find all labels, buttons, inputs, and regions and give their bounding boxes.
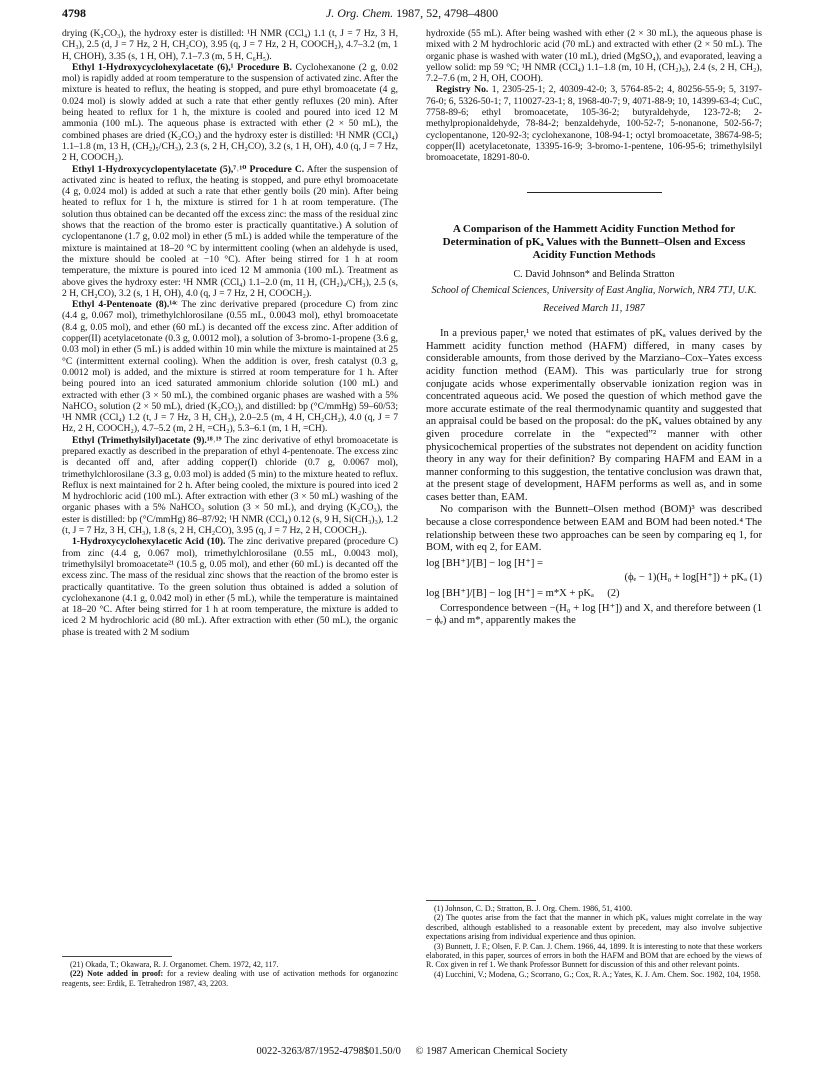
- equation-rhs-text: (ϕₑ − 1)(H₀ + log[H⁺]) + pKₐ: [624, 571, 747, 583]
- compound-heading: Ethyl (Trimethylsilyl)acetate (9).¹⁸˒¹⁹: [72, 434, 222, 446]
- footnote-rule: [62, 956, 172, 957]
- paragraph: [62, 435, 398, 537]
- footnote: (3) Bunnett, J. F.; Olsen, F. P. Can. J. Chem. 1966, 44, 1899. It is interesting to note that these workers elaborated, in this paper, sources of errors in both the HAFM and BOM that are echoed by the views of R. Cox given in ref 1. We thank Professor Bunnett for discussion of this and other relevant points.: [426, 941, 762, 970]
- running-header: [62, 6, 762, 22]
- received-date: Received March 11, 1987: [543, 302, 645, 314]
- copyright: © 1987 American Chemical Society: [415, 1046, 568, 1057]
- compound-heading: Ethyl 1-Hydroxycyclopentylacetate (5),⁷˒¹⁰ Procedure C.: [72, 163, 305, 175]
- page-footer: [62, 1046, 762, 1057]
- footnote: (1) Johnson, C. D.; Stratton, B. J. Org. Chem. 1986, 51, 4100.: [434, 904, 633, 913]
- journal-name: J. Org. Chem.: [325, 6, 394, 20]
- article-authors: C. David Johnson* and Belinda Stratton: [513, 268, 675, 280]
- right-footnotes: [426, 900, 762, 979]
- paragraph: In a previous paper,¹ we noted that estimates of pKₐ values derived by the Hammett acidity function method (HAFM) differed, in many cases by considerable amounts, from those derived by the Marziano–Cox–Yates excess acidity function method (EAM). This was particularly true for strong conjugate acids whose experimentally observable ionization region was in concentrated aqueous acid. We posed the question of which method gave the more accurate estimate of the real thermodynamic quantity and suggested that an appraisal could be based on the proposal: do the pKₐ values obtained by any given procedure correlate in the “expected”² manner with other physicochemical properties of the substrates not dependent on acidity function theory in any way for their definition? By comparing HAFM and EAM in a manner conforming to this suggestion, the tentative conclusion was drawn that, at the present stage of development, HAFM performs as well as, and in some cases better than, EAM.: [426, 328, 762, 503]
- paragraph: Correspondence between −(H₀ + log [H⁺]) and X, and therefore between (1 − ϕₑ) and m*, apparently makes the: [426, 602, 762, 627]
- equation-number: (1): [749, 571, 762, 583]
- registry-paragraph: [426, 84, 762, 163]
- article-body: [426, 328, 762, 628]
- paragraph: [62, 164, 398, 300]
- footnote: (2) The quotes arise from the fact that the manner in which pKₐ values might correlate in the way described, although established to a reasonable extent by precedent, may also involve subjective expectations arising from individual experience and thus opinion.: [426, 913, 762, 942]
- registry-heading: Registry No.: [436, 84, 489, 96]
- paragraph-body: After the suspension of activated zinc is heated to reflux, the heating is stopped, and pure ethyl bromoacetate (4 g, 0.024 mol) is added at such a rate that ether gently boils (20 min). After being heated to reflux for 1 h, the mixture is stirred for 1 h at room temperature. (The solution thus obtained can be decanted off the excess zinc: the mass of the residual zinc shows that the reaction of the bromo ester is practically quantitative.) A solution of cyclopentanone (1.7 g, 0.02 mol) in ether (5 mL) is added while the temperature of the mixture is maintained at 18–20 °C by intermittent cooling (when an aldehyde is used, the mixture should be cooled at −10 °C). After being stirred for 1 h at room temperature, the mixture is poured into iced 12 M ammonia (100 mL). Treatment as above gives the hydroxy ester: ¹H NMR (CCl₄) 1.1–2.0 (m, 11 H, (CH₂)₄/CH₃), 2.5 (s, 2 H, CH₂CO), 3.2 (s, 1 H, OH), 4.0 (q, J = 7 Hz, 2 H, COOCH₂).: [62, 163, 398, 299]
- left-footnotes: [62, 956, 398, 988]
- equation-text: log [BH⁺]/[B] − log [H⁺] = m*X + pKₐ: [426, 587, 594, 599]
- equation-lhs: log [BH⁺]/[B] − log [H⁺] =: [426, 557, 543, 569]
- footnote-rule: [426, 900, 536, 901]
- article-affiliation: School of Chemical Sciences, University of East Anglia, Norwich, NR4 7TJ, U.K.: [431, 284, 757, 296]
- paragraph-body: The zinc derivative prepared (procedure C) from zinc (4.4 g, 0.067 mol), trimethylchlorosilane (0.55 mL, 0.0043 mol), ethyl bromoacetate (8.4 g, 0.05 mol), and ether (60 mL) is decanted off the excess zinc. After addition of copper(II) acetylacetonate (0.3 g, 0.0012 mol), a solution of 3-bromo-1-propene (3.6 g, 0.03 mol) in ether (5 mL) is added within 10 min while the mixture is maintained at 25 °C (intermittent external cooling). When the addition is over, fresh catalyst (0.3 g, 0.0012 mol) is added, and the mixture is stirred at room temperature for 1 h. After being poured into an iced saturated ammonium chloride solution (100 mL) and extracted with ether (3 × 50 mL), the combined organic phases are washed with a 5% NaHCO₃ solution (2 × 50 mL), dried (K₂CO₃), and distilled: bp (°C/mmHg) 59–60/53; ¹H NMR (CCl₄) 1.2 (t, J = 7 Hz, 3 H, CH₃), 2.0–2.5 (m, 4 H, CH₂CH₂), 4.0 (q, J = 7 Hz, 2 H, COOCH₂), 4.7–5.2 (m, 2 H, =CH₂), 5.3–6.1 (m, 1 H, =CH).: [62, 299, 399, 435]
- paragraph-body: The zinc derivative prepared (procedure C) from zinc (4.4 g, 0.067 mol), trimethylchlorosilane (0.55 mL, 0.0043 mol), trimethylsilyl bromoacetate²¹ (10.5 g, 0.05 mol), and ether (60 mL) is decanted off the excess zinc. The mass of the residual zinc shows that the reaction of the bromo ester is practically quantitative. To the green solution thus obtained is added a solution of cyclohexanone (4.1 g, 0.042 mol) in ether (5 mL), while the temperature is maintained at 18–20 °C. After being stirred for 1 h at room temperature, the mixture is added to iced 2 M hydrochloric acid (80 mL). After extraction with ether (50 mL), the organic phase is treated with 2 M sodium: [62, 536, 398, 638]
- paragraph: [62, 536, 398, 638]
- paragraph: [62, 62, 398, 164]
- paragraph: [62, 299, 398, 435]
- paragraph-body: Cyclohexanone (2 g, 0.02 mol) is rapidly added at room temperature to the suspension of activated zinc. After the mixture is heated to reflux, the heating is stopped, and pure ethyl bromoacetate (4 g, 0.024 mol) is slowly added at such a rate that ether gently refluxes (20 min). After being heated to reflux for 1 h, the mixture is cooled and poured into iced 12 M ammonia (100 mL). The aqueous phase is extracted with ether (2 × 50 mL), the combined phases are dried (K₂CO₃) and the hydroxy ester is distilled: ¹H NMR (CCl₄) 1.1–1.8 (m, 13 H, (CH₂)₅/CH₃), 2.3 (s, 2 H, CH₂CO), 3.2 (s, 1 H, OH), 4.0 (q, J = 7 Hz, 2 H, COOCH₂).: [62, 61, 398, 164]
- equation-2: [426, 587, 762, 601]
- article-title: A Comparison of the Hammett Acidity Function Method for Determination of pKₐ Values with the Bunnett–Olsen and Excess Acidity Function Methods: [442, 222, 746, 261]
- page-number: 4798: [62, 6, 86, 20]
- article-separator: [527, 192, 662, 193]
- paragraph-body: The zinc derivative of ethyl bromoacetate is prepared exactly as described in the preparation of ethyl 4-pentenoate. The excess zinc is decanted off and, after adding copper(I) chloride (0.7 g, 0.0067 mol), trimethylchlorosilane (3.3 g, 0.03 mol) is added (5 min) to the mixture heated to reflux. Reflux is next maintained for 2 h. After being cooled, the mixture is poured into iced 2 M hydrochloric acid (100 mL). After extraction with ether (3 × 50 mL) washing of the organic phases with a 5% NaHCO₃ solution (3 × 50 mL), and drying (K₂CO₃), the ester is distilled: bp (°C/mmHg) 86–87/92; ¹H NMR (CCl₄) 0.12 (s, 9 H, Si(CH₃)₃), 1.2 (t, J = 7 Hz, 3 H, CH₃), 1.8 (s, 2 H, CH₂CO), 3.95 (q, J = 7 Hz, 2 H, COOCH₂).: [62, 434, 398, 537]
- footnote: [62, 969, 398, 988]
- footnote-note-label: (22) Note added in proof:: [70, 969, 164, 979]
- footnote: (4) Lucchini, V.; Modena, G.; Scorrano, G.; Cox, R. A.; Yates, K. J. Am. Chem. Soc. 1982, 104, 1958.: [434, 969, 761, 979]
- right-column: [426, 28, 762, 628]
- compound-heading: Ethyl 1-Hydroxycyclohexylacetate (6),¹ Procedure B.: [72, 61, 292, 73]
- compound-heading: Ethyl 4-Pentenoate (8).¹⁴ᶜ: [72, 299, 178, 311]
- footnote-body: for a review dealing with use of activation methods for organozinc reagents, see: Erdik, E. Tetrahedron 1987, 43, 2203.: [62, 969, 399, 988]
- registry-body: 1, 2305-25-1; 2, 40309-42-0; 3, 5764-85-2; 4, 80256-55-9; 5, 3197-76-0; 6, 5326-50-1; 7, 110027-23-1; 8, 1968-40-7; 9, 4071-88-9; 10, 14399-63-4; CuC, 7758-89-6; ethyl bromoacetate, 105-36-2; butyraldehyde, 123-72-8; 2-methylpropionaldehyde, 78-84-2; benzaldehyde, 100-52-7; 5-nonanone, 502-56-7; cyclopentanone, 120-92-3; cyclohexanone, 108-94-1; octyl bromoacetate, 38674-98-5; copper(II) acetylacetonate, 13395-16-9; 3-bromo-1-pentene, 106-95-6; trimethylsilyl bromoacetate, 18291-80-0.: [426, 84, 762, 164]
- equation-rhs: [426, 571, 762, 585]
- paragraph: hydroxide (55 mL). After being washed with ether (2 × 30 mL), the aqueous phase is mixed with 2 M hydrochloric acid (70 mL) and extracted with ether (2 × 50 mL). The organic phase is washed with water (10 mL), dried (MgSO₄), and evaporated, leaving a yellow solid: mp 59 °C; ¹H NMR (CCl₄) 1.1–1.8 (m, 10 H, (CH₂)₅), 2.4 (s, 2 H, CH₂), 7.2–7.6 (m, 2 H, OH, COOH).: [426, 28, 762, 85]
- volume-pages: 1987, 52, 4798–4800: [396, 6, 499, 20]
- equation-number: (2): [607, 587, 620, 599]
- paragraph: No comparison with the Bunnett–Olsen method (BOM)³ was described because a close correspondence between EAM and BOM had been noted.⁴ The relationship between these two approaches can be seen by comparing eq 1, for BOM, with eq 2, for EAM.: [426, 504, 762, 554]
- equation-1: [426, 557, 762, 585]
- footnote: (21) Okada, T.; Okawara, R. J. Organomet. Chem. 1972, 42, 117.: [70, 960, 279, 969]
- article-code: 0022-3263/87/1952-4798$01.50/0: [256, 1046, 401, 1057]
- compound-heading: 1-Hydroxycyclohexylacetic Acid (10).: [72, 536, 226, 548]
- left-column: [62, 28, 398, 638]
- journal-citation: [62, 6, 762, 21]
- paragraph: drying (K₂CO₃), the hydroxy ester is distilled: ¹H NMR (CCl₄) 1.1 (t, J = 7 Hz, 3 H, CH₃), 2.5 (d, J = 7 Hz, 2 H, CH₂CO), 3.95 (q, J = 7 Hz, 2 H, COOCH₂), 4.7–3.2 (m, 1 H, CHOH), 3.35 (s, 1 H, OH), 7.1–7.3 (m, 5 H, C₆H₅).: [62, 28, 398, 62]
